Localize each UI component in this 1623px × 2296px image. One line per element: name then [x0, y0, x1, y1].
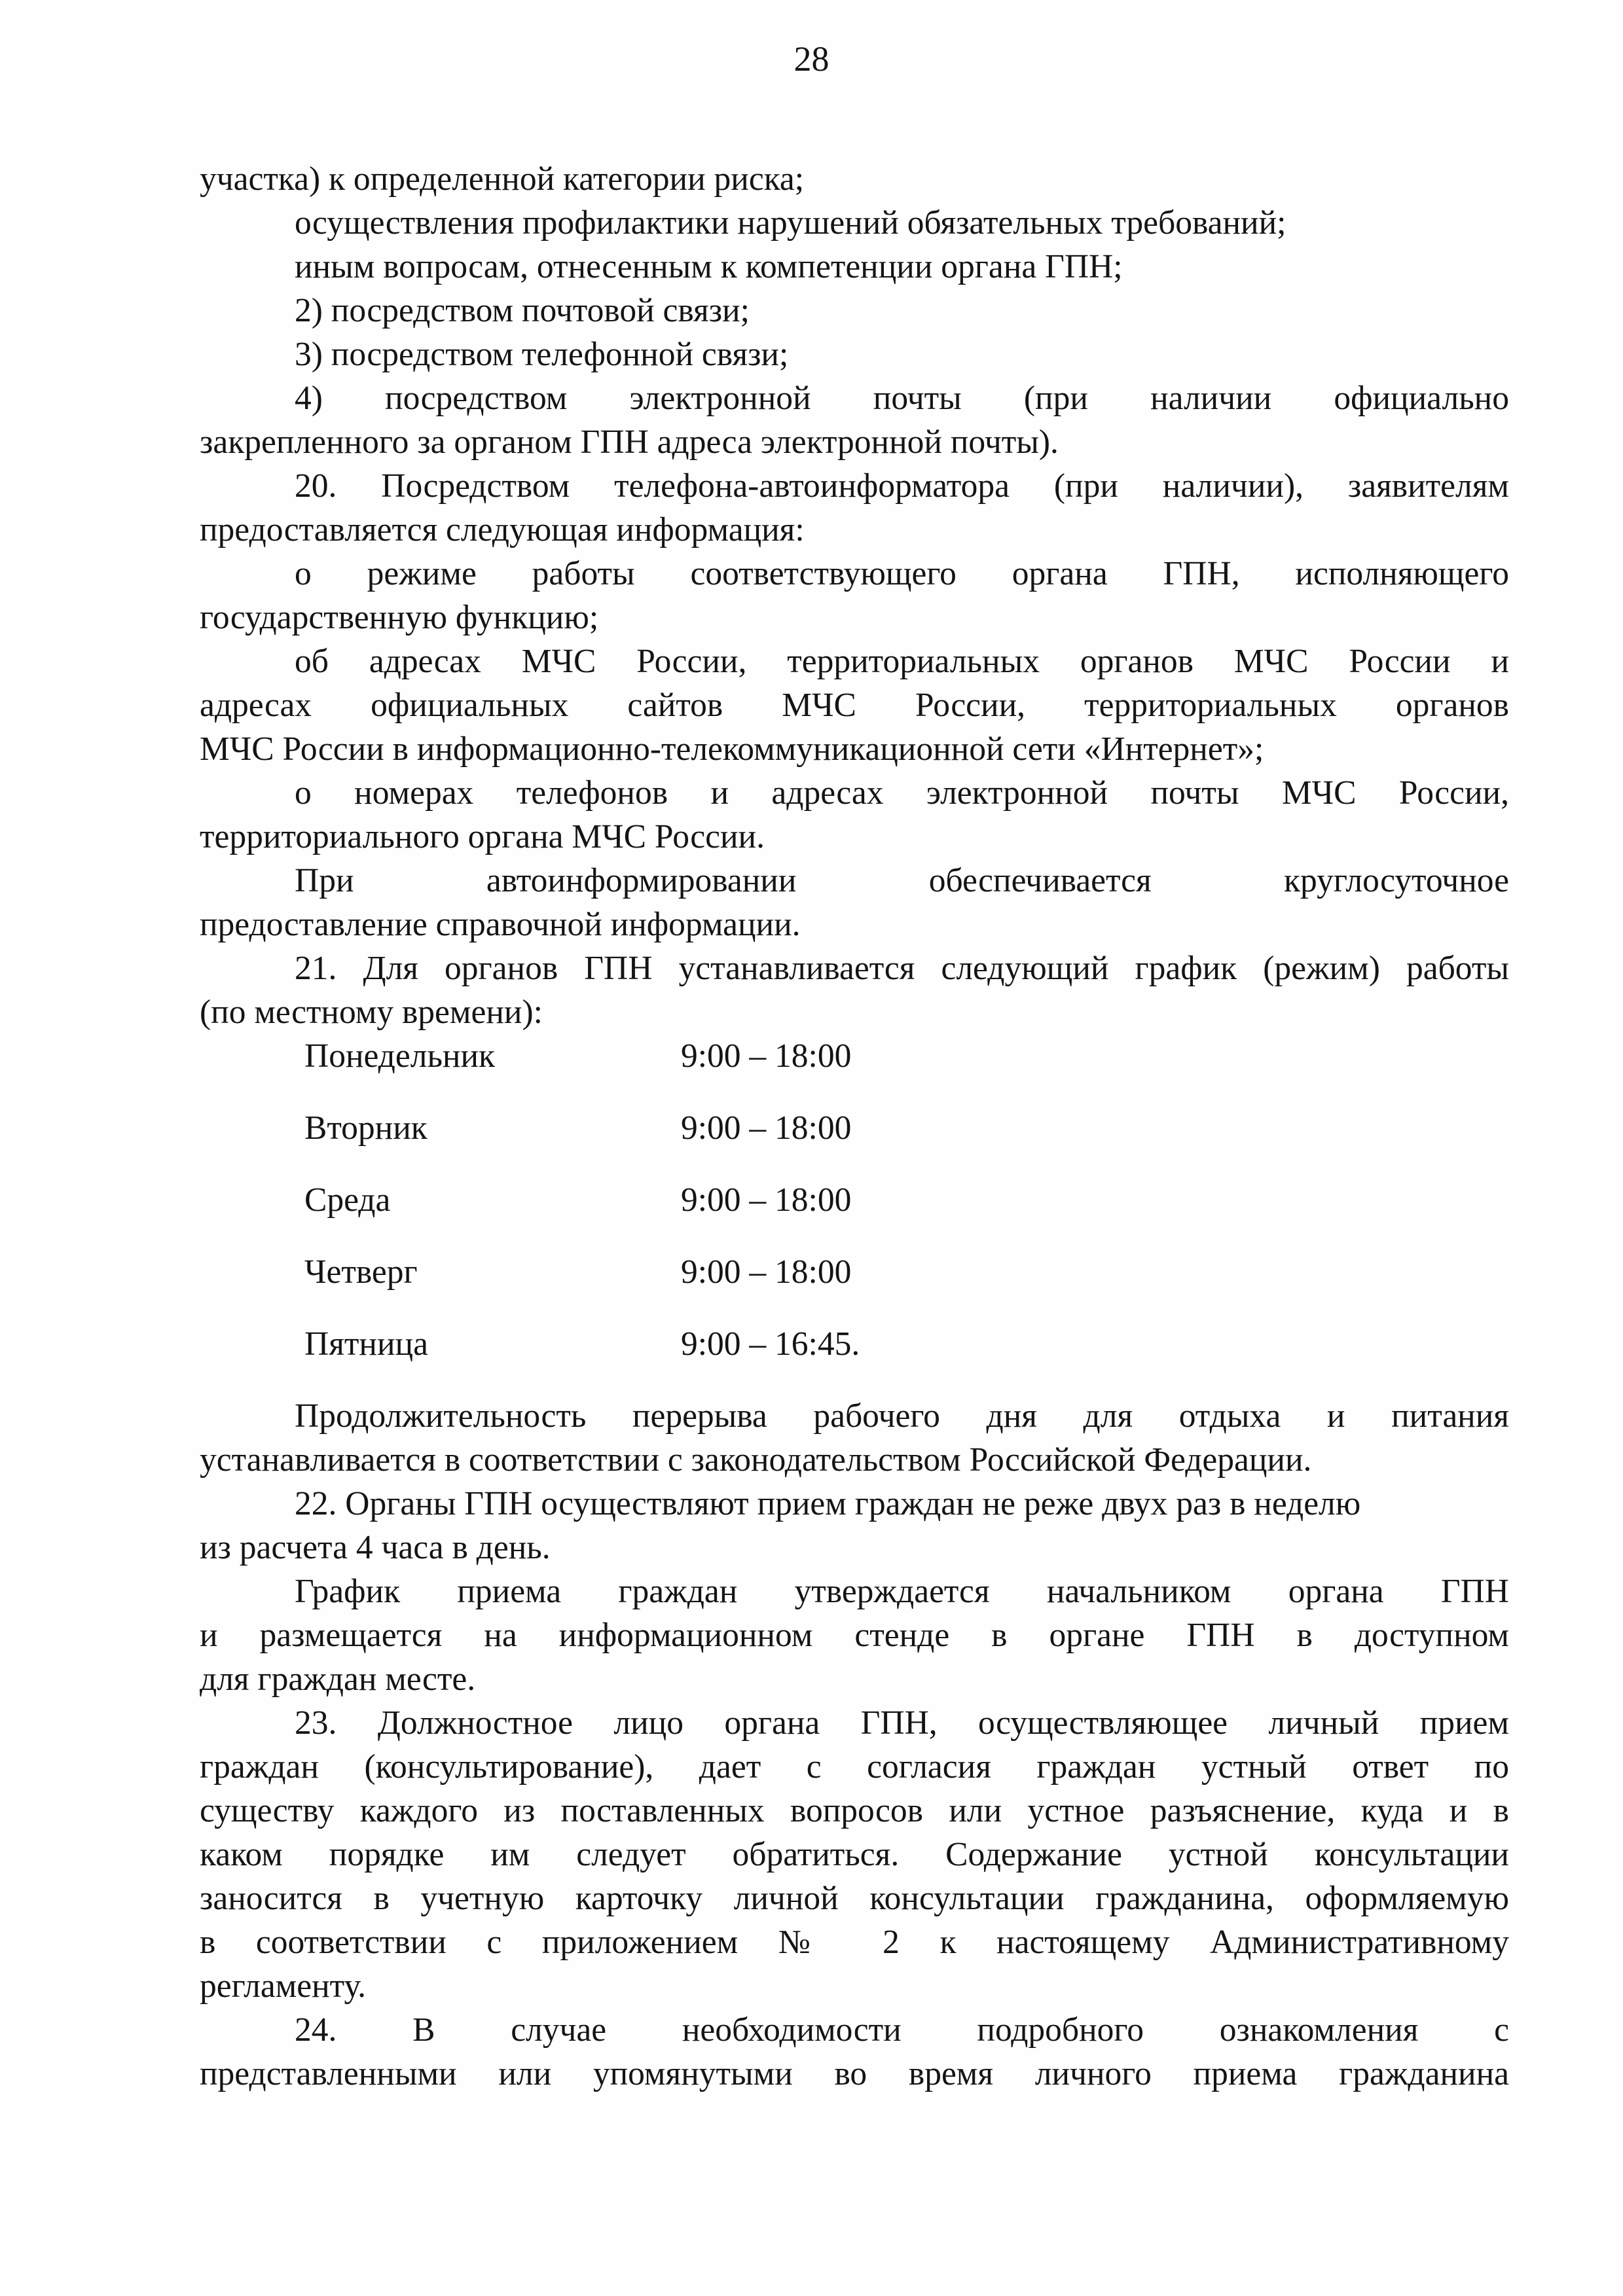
schedule-hours: 9:00 – 18:00	[681, 1037, 852, 1075]
text-line: иным вопросам, отнесенным к компетенции органа ГПН;	[295, 248, 1123, 285]
schedule-hours: 9:00 – 18:00	[681, 1181, 852, 1219]
text-line: График приема граждан утверждается начальником органа ГПН	[295, 1573, 1509, 1610]
text-line: из расчета 4 часа в день.	[200, 1529, 551, 1566]
text-line: государственную функцию;	[200, 599, 599, 636]
text-line: и размещается на информационном стенде в органе ГПН в доступном	[200, 1617, 1509, 1654]
text-line: (по местному времени):	[200, 994, 543, 1031]
schedule-hours: 9:00 – 18:00	[681, 1253, 852, 1291]
text-line: 20. Посредством телефона-автоинформатора (при наличии), заявителям	[295, 467, 1509, 505]
text-line: о номерах телефонов и адресах электронной почты МЧС России,	[295, 774, 1509, 812]
schedule-day: Понедельник	[304, 1037, 496, 1075]
text-line: каком порядке им следует обратиться. Содержание устной консультации	[200, 1836, 1509, 1873]
schedule-day: Среда	[304, 1181, 391, 1219]
text-line: для граждан месте.	[200, 1660, 476, 1698]
text-line: заносится в учетную карточку личной консультации гражданина, оформляемую	[200, 1880, 1509, 1917]
text-line: регламенту.	[200, 1967, 366, 2005]
text-line: 2) посредством почтовой связи;	[295, 292, 750, 329]
text-line: предоставляется следующая информация:	[200, 511, 805, 548]
text-line: 21. Для органов ГПН устанавливается следующий график (режим) работы	[295, 950, 1509, 987]
text-line: 3) посредством телефонной связи;	[295, 336, 789, 373]
text-line: МЧС России в информационно-телекоммуникационной сети «Интернет»;	[200, 730, 1264, 768]
text-line: адресах официальных сайтов МЧС России, территориальных органов	[200, 687, 1509, 724]
text-line: существу каждого из поставленных вопросов или устное разъяснение, куда и в	[200, 1792, 1509, 1829]
text-line: При автоинформировании обеспечивается круглосуточное	[295, 862, 1509, 899]
schedule-day: Четверг	[304, 1253, 418, 1291]
text-line: устанавливается в соответствии с законодательством Российской Федерации.	[200, 1441, 1312, 1479]
text-line: 23. Должностное лицо органа ГПН, осуществляющее личный прием	[295, 1704, 1509, 1742]
text-line: территориального органа МЧС России.	[200, 818, 765, 855]
text-line: представленными или упомянутыми во время личного приема гражданина	[200, 2055, 1509, 2092]
text-line: Продолжительность перерыва рабочего дня для отдыха и питания	[295, 1397, 1509, 1435]
page-number: 28	[793, 39, 830, 79]
schedule-hours: 9:00 – 16:45.	[681, 1325, 860, 1363]
text-line: закрепленного за органом ГПН адреса электронной почты).	[200, 423, 1059, 461]
text-line: 24. В случае необходимости подробного ознакомления с	[295, 2011, 1509, 2049]
text-line: об адресах МЧС России, территориальных органов МЧС России и	[295, 643, 1509, 680]
text-line: предоставление справочной информации.	[200, 906, 801, 943]
text-line: 22. Органы ГПН осуществляют прием граждан не реже двух раз в неделю	[295, 1485, 1361, 1522]
schedule-day: Вторник	[304, 1109, 428, 1147]
text-line: граждан (консультирование), дает с согласия граждан устный ответ по	[200, 1748, 1509, 1785]
schedule-hours: 9:00 – 18:00	[681, 1109, 852, 1147]
schedule-day: Пятница	[304, 1325, 428, 1363]
text-line: в соответствии с приложением № 2 к настоящему Административному	[200, 1924, 1509, 1961]
text-line: 4) посредством электронной почты (при наличии официально	[295, 380, 1509, 417]
text-line: осуществления профилактики нарушений обязательных требований;	[295, 204, 1286, 242]
text-line: о режиме работы соответствующего органа ГПН, исполняющего	[295, 555, 1509, 592]
text-line: участка) к определенной категории риска;	[200, 160, 805, 198]
